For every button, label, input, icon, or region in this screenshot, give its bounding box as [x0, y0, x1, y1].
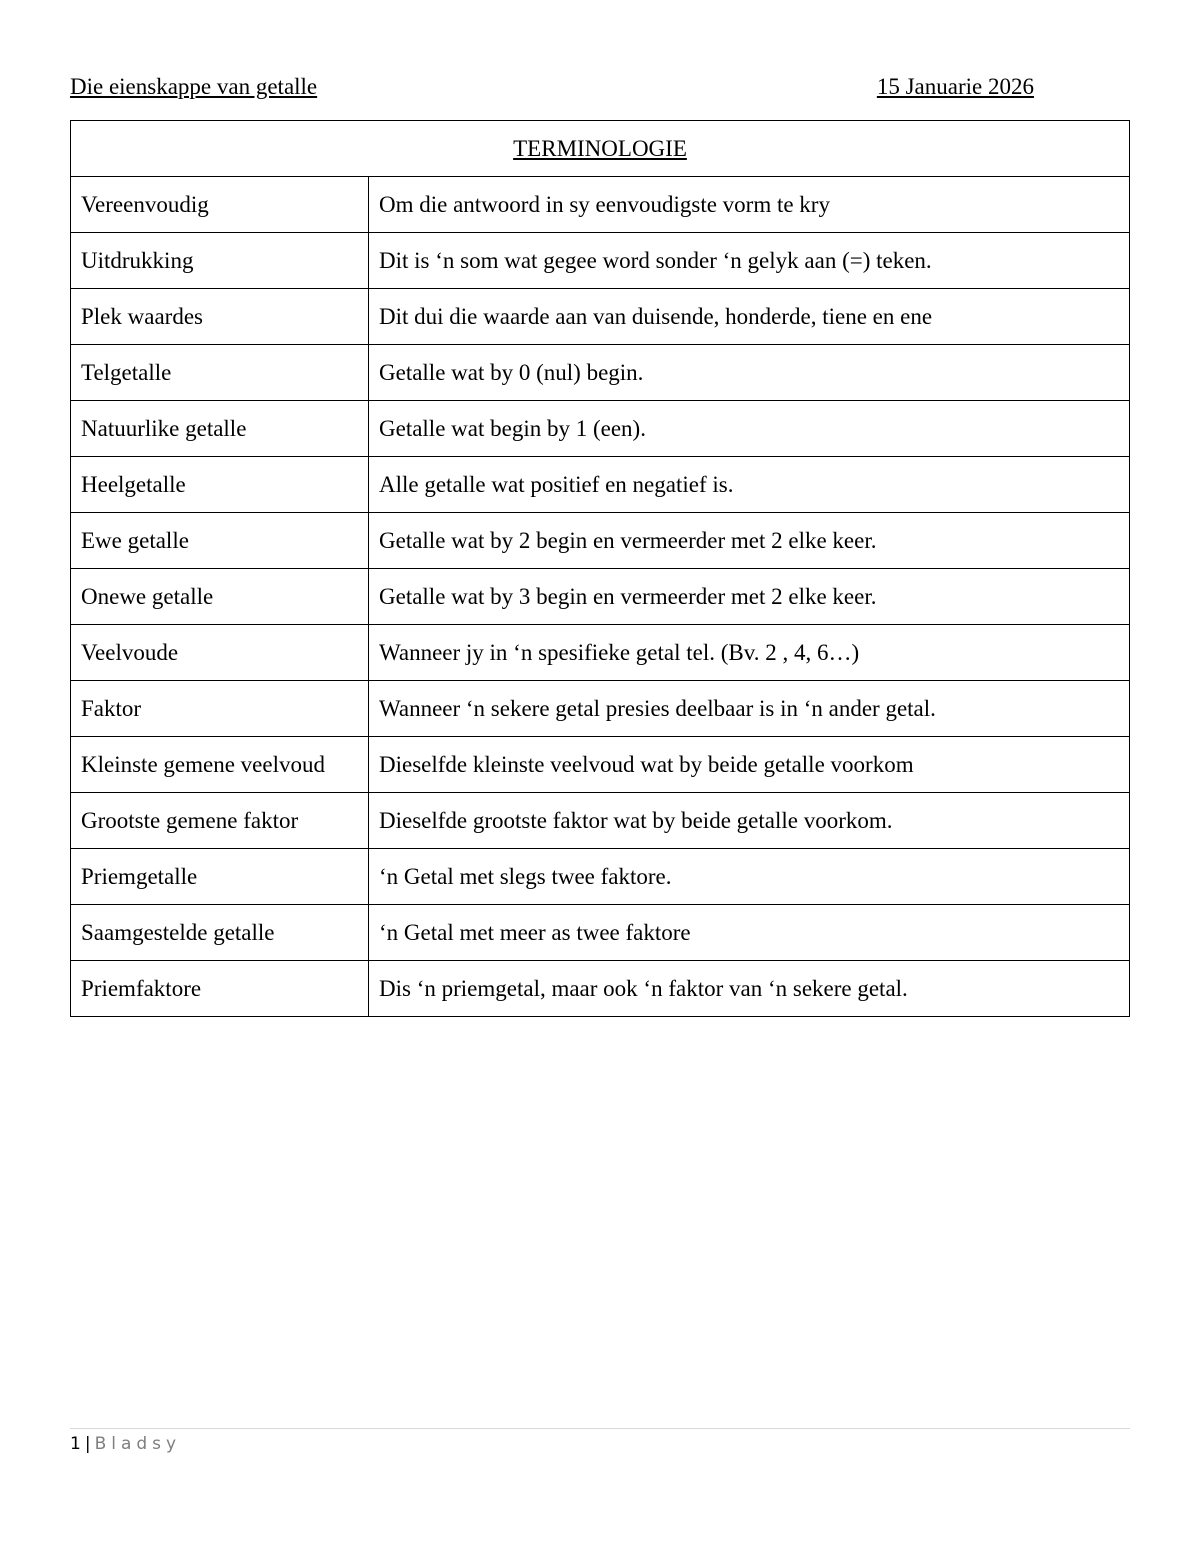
document-title: Die eienskappe van getalle [70, 74, 318, 99]
definition-cell: Wanneer jy in ‘n spesifieke getal tel. (Bv. 2 , 4, 6…) [369, 625, 1130, 681]
page-footer [70, 1434, 181, 1454]
definition-cell: Om die antwoord in sy eenvoudigste vorm te kry [369, 177, 1130, 233]
term-cell: Telgetalle [71, 345, 369, 401]
definition-cell: Dieselfde grootste faktor wat by beide getalle voorkom. [369, 793, 1130, 849]
term-cell: Priemfaktore [71, 961, 369, 1017]
table-row [71, 401, 1130, 457]
document-date: 15 Januarie 2026 [876, 74, 1034, 99]
table-row [71, 345, 1130, 401]
term-cell: Kleinste gemene veelvoud [71, 737, 369, 793]
table-row [71, 569, 1130, 625]
term-cell: Saamgestelde getalle [71, 905, 369, 961]
term-cell: Onewe getalle [71, 569, 369, 625]
term-cell: Faktor [71, 681, 369, 737]
term-cell: Grootste gemene faktor [71, 793, 369, 849]
definition-cell: Getalle wat by 2 begin en vermeerder met 2 elke keer. [369, 513, 1130, 569]
table-row [71, 513, 1130, 569]
term-cell: Plek waardes [71, 289, 369, 345]
definition-cell: ‘n Getal met slegs twee faktore. [369, 849, 1130, 905]
footer-separator: | [84, 1434, 91, 1454]
definition-cell: Dis ‘n priemgetal, maar ook ‘n faktor van ‘n sekere getal. [369, 961, 1130, 1017]
table-row [71, 905, 1130, 961]
definition-cell: Wanneer ‘n sekere getal presies deelbaar is in ‘n ander getal. [369, 681, 1130, 737]
page-header [70, 74, 1034, 104]
table-row [71, 625, 1130, 681]
table-row [71, 961, 1130, 1017]
term-cell: Vereenvoudig [71, 177, 369, 233]
definition-cell: Alle getalle wat positief en negatief is. [369, 457, 1130, 513]
table-heading-row [71, 121, 1130, 177]
terminology-table [70, 120, 1130, 1017]
table-row [71, 457, 1130, 513]
table-row [71, 233, 1130, 289]
term-cell: Ewe getalle [71, 513, 369, 569]
term-cell: Veelvoude [71, 625, 369, 681]
table-row [71, 681, 1130, 737]
definition-cell: Dit is ‘n som wat gegee word sonder ‘n gelyk aan (=) teken. [369, 233, 1130, 289]
footer-divider [70, 1428, 1130, 1429]
table-row [71, 289, 1130, 345]
table-row [71, 177, 1130, 233]
term-cell: Heelgetalle [71, 457, 369, 513]
definition-cell: Dit dui die waarde aan van duisende, honderde, tiene en ene [369, 289, 1130, 345]
definition-cell: Dieselfde kleinste veelvoud wat by beide getalle voorkom [369, 737, 1130, 793]
term-cell: Priemgetalle [71, 849, 369, 905]
table-row [71, 849, 1130, 905]
term-cell: Uitdrukking [71, 233, 369, 289]
definition-cell: ‘n Getal met meer as twee faktore [369, 905, 1130, 961]
page-label: Bladsy [94, 1434, 182, 1454]
definition-cell: Getalle wat by 0 (nul) begin. [369, 345, 1130, 401]
definition-cell: Getalle wat by 3 begin en vermeerder met 2 elke keer. [369, 569, 1130, 625]
table-heading: TERMINOLOGIE [71, 121, 1130, 177]
table-row [71, 737, 1130, 793]
definition-cell: Getalle wat begin by 1 (een). [369, 401, 1130, 457]
term-cell: Natuurlike getalle [71, 401, 369, 457]
table-row [71, 793, 1130, 849]
page-number: 1 [70, 1434, 81, 1454]
